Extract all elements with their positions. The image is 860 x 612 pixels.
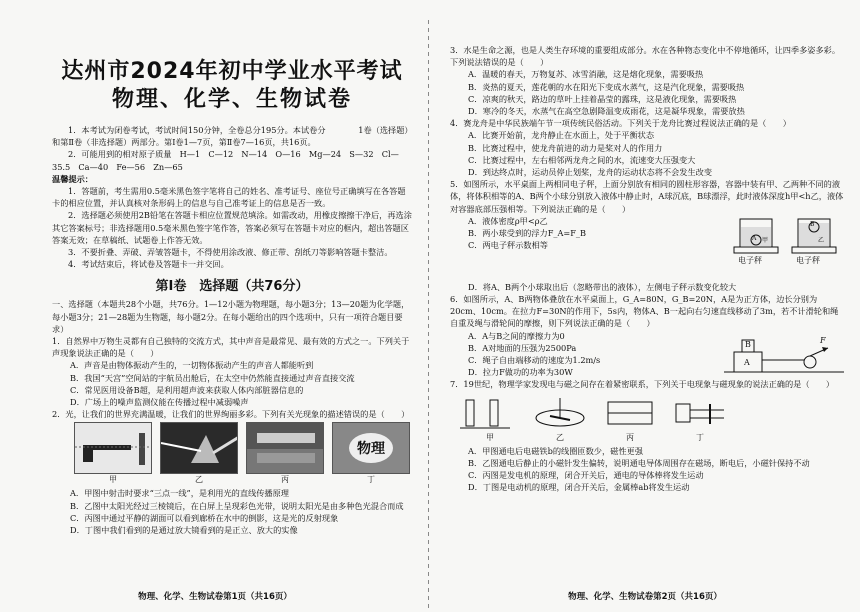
question-4: 4．赛龙舟是中华民族端午节一项传统民俗活动。下列关于龙舟比赛过程说法正确的是（ ） <box>450 118 791 129</box>
q2-option-b: B．乙图中太阳光经过三棱镜后，在白屏上呈现彩色光带，说明太阳光是由多种色光混合而成 <box>70 500 404 511</box>
containers-diagram-icon <box>732 215 844 255</box>
prism-icon <box>161 423 238 474</box>
q6-label-f: F <box>820 335 826 345</box>
q6-label-b: B <box>745 339 751 349</box>
q7-figure-jia <box>460 394 520 432</box>
q6-label-a: A <box>744 357 750 367</box>
page-2 <box>430 0 860 612</box>
question-6: 6．如图所示，A、B两物体叠放在水平桌面上，G_A=80N，G_B=20N，A是为正方体，边长分别为20cm、10cm。在拉力F=30N的作用下，5s内，物体A、B一起向右匀速直线移动了3m，若不计滑轮和绳自重及绳与滑轮间的摩擦，则下列说法正确的是（ ） <box>450 294 839 329</box>
q7-option-a: A．甲图通电后电磁铁b的线圈匝数少，磁性更强 <box>468 445 643 456</box>
q6-option-b: B．A对地面的压强为2500Pa <box>468 342 577 353</box>
magnifier-text: 物理 <box>349 433 393 463</box>
tip-4: 4．考试结束后，将试卷及答题卡一并交回。 <box>68 259 229 270</box>
q2-caption-yi: 乙 <box>195 475 203 485</box>
q4-option-d: D．到达终点时，运动员停止划桨，龙舟的运动状态将不会发生改变 <box>468 167 713 178</box>
q2-caption-ding: 丁 <box>367 475 375 485</box>
q5-option-b: B．两小球受到的浮力F_A=F_B <box>468 228 587 239</box>
q2-figure-bing <box>246 422 324 474</box>
question-3: 3．水是生命之源，也是人类生存环境的重要组成部分。水在各种物态变化中不停地循环，让四季多姿多彩。下列说法错误的是（ ） <box>450 45 841 68</box>
q2-figure-jia <box>74 422 152 474</box>
tip-label: 温馨提示： <box>52 173 93 184</box>
q7-figure-yi <box>530 394 590 432</box>
q2-caption-jia: 甲 <box>109 475 117 485</box>
q7-caption-jia: 甲 <box>486 432 494 442</box>
q7-caption-bing: 丙 <box>626 432 634 442</box>
q5-option-a: A．液体密度ρ甲<ρ乙 <box>468 215 548 226</box>
q7-figure-captions <box>460 432 844 443</box>
tip-1: 1．答题前，考生需用0.5毫米黑色签字笔将自己的姓名、准考证号、座位号正确填写在各答题卡的相应位置，并认真核对条形码上的信息与自己准考证上的信息是否一致。 <box>52 186 406 209</box>
q5-option-c: C．两电子秤示数相等 <box>468 240 548 251</box>
q7-caption-yi: 乙 <box>556 432 564 442</box>
q5-label-jia: 甲 <box>762 236 769 244</box>
q5-figure <box>732 215 844 281</box>
question-1: 1．自然界中万物生灵都有自己独特的交流方式，其中声音是最常见、最有效的方式之一。下列关于声现象说法正确的是（ ） <box>52 336 410 359</box>
page-1-footer: 物理、化学、生物试卷第1页（共16页） <box>138 592 292 602</box>
q7-figures <box>460 394 844 432</box>
q2-figures <box>74 422 412 474</box>
part1-intro: 一、选择题（本题共28个小题，共76分。1—12小题为物理题，每小题3分；13—20题为化学题，每小题3分；21—28题为生物题，每小题2分。在每小题给出的四个选项中，只有一项符合题目要求） <box>52 299 410 334</box>
q2-figure-yi <box>160 422 238 474</box>
tip-2: 2．选择题必须使用2B铅笔在答题卡相应位置规范填涂。如需改动，用橡皮擦擦干净后，再选涂其它答案标号；非选择题用0.5毫米黑色签字笔作答，答案必须写在答题卡对应的框内，超出答题区答案无效；在草稿纸、试题卷上作答无效。 <box>52 210 412 245</box>
generator-icon <box>600 394 660 432</box>
q3-option-c: C．凉爽的秋天，路边的草叶上挂着晶莹的露珠，这是液化现象，需要吸热 <box>468 93 737 104</box>
q2-option-a: A．甲图中射击时要求“三点一线”，是利用光的直线传播原理 <box>70 488 289 499</box>
pulley-diagram-icon <box>724 330 844 376</box>
q6-option-c: C．绳子自由端移动的速度为1.2m/s <box>468 355 601 366</box>
q2-caption-bing: 丙 <box>281 475 289 485</box>
q7-caption-ding: 丁 <box>696 432 704 442</box>
note-2: 2．可能用到的相对原子质量 H—1 C—12 N—14 O—16 Mg—24 S—32 Cl—35.5 Ca—40 Fe—56 Zn—65 <box>52 149 399 172</box>
q5-label-a: A <box>752 234 757 242</box>
q5-option-d: D．将A、B两个小球取出后（忽略带出的液体），左侧电子秤示数变化较大 <box>468 281 737 292</box>
q7-option-c: C．丙图是发电机的原理，闭合开关后，通电的导体棒将发生运动 <box>468 470 704 481</box>
q6-block <box>450 330 844 379</box>
q3-option-a: A．温暖的春天，万物复苏、冰雪消融，这是熔化现象，需要吸热 <box>468 69 704 80</box>
q7-option-b: B．乙图通电后静止的小磁针发生偏转，说明通电导体周围存在磁场，断电后，小磁针保持不动 <box>468 457 810 468</box>
q3-option-d: D．寒冷的冬天，水蒸气在高空急剧降温变成雨花，这是凝华现象，需要放热 <box>468 106 745 117</box>
q6-figure <box>724 330 844 376</box>
q2-figure-captions <box>74 474 412 485</box>
q5-label-scale-right: 电子秤 <box>796 255 820 265</box>
question-7: 7．19世纪，物理学家发现电与磁之间存在着紧密联系，下列关于电现象与磁现象的说法正确的是（ ） <box>450 379 835 390</box>
exam-title: 达州市2024年初中学业水平考试 <box>61 59 403 84</box>
section-title: 第Ⅰ卷 选择题（共76分） <box>155 279 309 295</box>
q4-option-b: B．比赛过程中，使龙舟前进的动力是桨对人的作用力 <box>468 142 663 153</box>
q3-option-b: B．炎热的夏天，莲花朝的水在阳光下变成水蒸气，这是汽化现象，需要吸热 <box>468 81 745 92</box>
compass-needle-icon <box>530 394 590 432</box>
q5-label-yi: 乙 <box>818 236 825 244</box>
q4-option-a: A．比赛开始前，龙舟静止在水面上，处于平衡状态 <box>468 130 655 141</box>
motor-icon <box>670 394 730 432</box>
q1-option-c: C．常见医用设备B超，是利用超声波来获取人体内部脏器信息的 <box>70 384 304 395</box>
q2-figure-ding <box>332 422 410 474</box>
q2-option-d: D．丁图中我们看到的是通过放大镜看到的是正立、放大的实像 <box>70 525 298 536</box>
q7-figure-ding <box>670 394 730 432</box>
rifle-icon <box>75 423 152 474</box>
q1-option-d: D．广场上的噪声监测仪能在传播过程中减弱噪声 <box>70 397 249 408</box>
q1-option-b: B．我国“天宫”空间站的宇航员出舱后，在太空中仍然能直接通过声音直接交流 <box>70 372 355 383</box>
q7-option-d: D．丁图是电动机的原理，闭合开关后，金属棒ab将发生运动 <box>468 482 690 493</box>
q2-option-c: C．丙图中通过平静的湖面可以看到廊桥在水中的倒影，这是光的反射现象 <box>70 512 339 523</box>
electromagnet-icon <box>460 394 520 432</box>
q5-block <box>450 215 844 281</box>
note-1: 1．本考试为闭卷考试，考试时间150分钟，全卷总分195分。本试卷分 1卷（选择题）和第Ⅱ卷（非选择题）两部分。第Ⅰ卷1—7页，第Ⅱ卷7—16页，共16页。 <box>52 125 409 148</box>
q6-option-a: A．A与B之间的摩擦力为0 <box>468 330 565 341</box>
page-fold-divider <box>428 20 429 610</box>
q1-option-a: A．声音是由物体振动产生的，一切物体振动产生的声音人都能听到 <box>70 360 314 371</box>
bridge-reflection-icon <box>247 423 324 474</box>
q5-label-b: B <box>810 220 815 228</box>
q4-option-c: C．比赛过程中，左右相邻两龙舟之间的水，流速变大压强变大 <box>468 154 696 165</box>
question-5: 5．如图所示，水平桌面上两相同电子秤，上面分别放有相同的圆柱形容器，容器中装有甲、乙两种不同的液体，将体积相等的A、B两个小球分别放入液体中静止时，A球沉底，B球漂浮，此时液体深度h甲<h乙，液体对容器底部压强相等。下列说法正确的是（ ） <box>450 179 844 214</box>
page-2-footer: 物理、化学、生物试卷第2页（共16页） <box>568 592 722 602</box>
exam-subtitle: 物理、化学、生物试卷 <box>111 87 352 112</box>
tip-3: 3．不要折叠、弄破、弄皱答题卡，不得使用涂改液、修正带、刮纸刀等影响答题卡整洁。 <box>68 247 393 258</box>
q7-figure-bing <box>600 394 660 432</box>
question-2: 2．光，让我们的世界充满温暖，让我们的世界绚丽多彩。下列有关光现象的描述错误的是（ ） <box>52 409 410 420</box>
q5-label-scale-left: 电子秤 <box>738 255 762 265</box>
q6-option-d: D．拉力F做功的功率为30W <box>468 367 573 378</box>
